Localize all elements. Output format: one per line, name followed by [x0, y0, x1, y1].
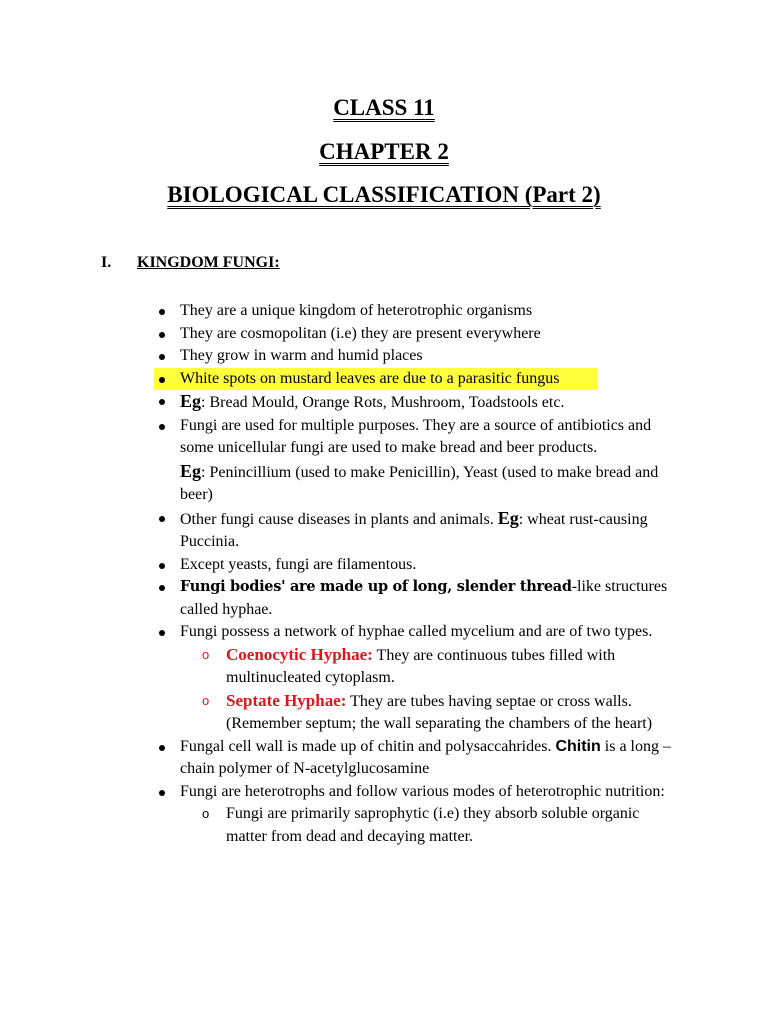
- bullet-text: Fungi are heterotrophs and follow various modes of heterotrophic nutrition:: [180, 782, 665, 800]
- bullet-text: is a long –chain polymer of N-acetylglucosamine: [180, 737, 671, 777]
- example-label: Eg: [180, 391, 202, 411]
- list-item: [0, 507, 768, 554]
- sub-bullet-text: Fungi are primarily saprophytic (i.e) they absorb soluble organic matter from dead and decaying matter.: [226, 805, 640, 845]
- list-item: [0, 576, 768, 621]
- nutrition-modes-list: [180, 803, 680, 848]
- bullet-text: Except yeasts, fungi are filamentous.: [180, 555, 417, 573]
- coenocytic-hyphae-label: Coenocytic Hyphae:: [226, 644, 373, 664]
- bullet-text: They grow in warm and humid places: [180, 347, 423, 364]
- septate-hyphae-label: Septate Hyphae:: [226, 690, 347, 710]
- list-item: [0, 736, 768, 781]
- example-label: Eg: [497, 507, 519, 528]
- bullet-text: -like structures called hyphae.: [180, 578, 668, 618]
- list-item: [0, 781, 768, 849]
- list-item: [0, 345, 768, 368]
- highlighted-list-item: [0, 368, 768, 391]
- bold-phrase: Fungi bodies' are made up of long, slender thread: [180, 578, 572, 595]
- list-item: [0, 621, 768, 736]
- chapter-heading: CHAPTER 2: [319, 139, 449, 164]
- example-label: Eg: [180, 460, 202, 481]
- class-heading: CLASS 11: [333, 95, 435, 120]
- fungi-bullet-list: [0, 300, 768, 848]
- bullet-text: Other fungi cause diseases in plants and animals.: [180, 510, 494, 528]
- sub-list-item: [180, 803, 680, 848]
- bullet-text: They are cosmopolitan (i.e) they are present everywhere: [180, 324, 541, 342]
- hyphae-types-list: [180, 644, 680, 736]
- list-item: [0, 415, 768, 507]
- sub-bullet-text: They are continuous tubes filled with multinucleated cytoplasm.: [226, 646, 616, 686]
- section-number: I.: [101, 254, 112, 271]
- list-item: [0, 300, 768, 323]
- bullet-text: They are a unique kingdom of heterotrophic organisms: [180, 302, 533, 319]
- chitin-term: Chitin: [555, 737, 601, 755]
- bullet-text: : Penincillium (used to make Penicillin), Yeast (used to make bread and beer): [180, 463, 659, 503]
- bullet-text: : wheat rust-causing Puccinia.: [180, 510, 648, 550]
- section-title: KINGDOM FUNGI:: [137, 254, 280, 271]
- sub-list-item: [180, 690, 680, 736]
- bullet-text: Fungi are used for multiple purposes. They are a source of antibiotics and some unicellular fungi are used to make bread and beer products.: [180, 416, 652, 456]
- sub-list-item: [180, 644, 680, 690]
- list-item: [0, 323, 768, 346]
- list-item: [0, 390, 768, 415]
- highlighted-bullet-text: White spots on mustard leaves are due to a parasitic fungus: [180, 369, 560, 387]
- bullet-text: Fungi possess a network of hyphae called mycelium and are of two types.: [180, 623, 653, 640]
- sub-bullet-text: They are tubes having septae or cross walls. (Remember septum; the wall separating the chambers of the heart): [226, 692, 653, 732]
- bullet-text: Fungal cell wall is made up of chitin and polysaccahrides.: [180, 737, 552, 755]
- list-item: [0, 554, 768, 577]
- chapter-title: BIOLOGICAL CLASSIFICATION (Part 2): [167, 182, 601, 207]
- bullet-text: : Bread Mould, Orange Rots, Mushroom, Toadstools etc.: [201, 394, 565, 411]
